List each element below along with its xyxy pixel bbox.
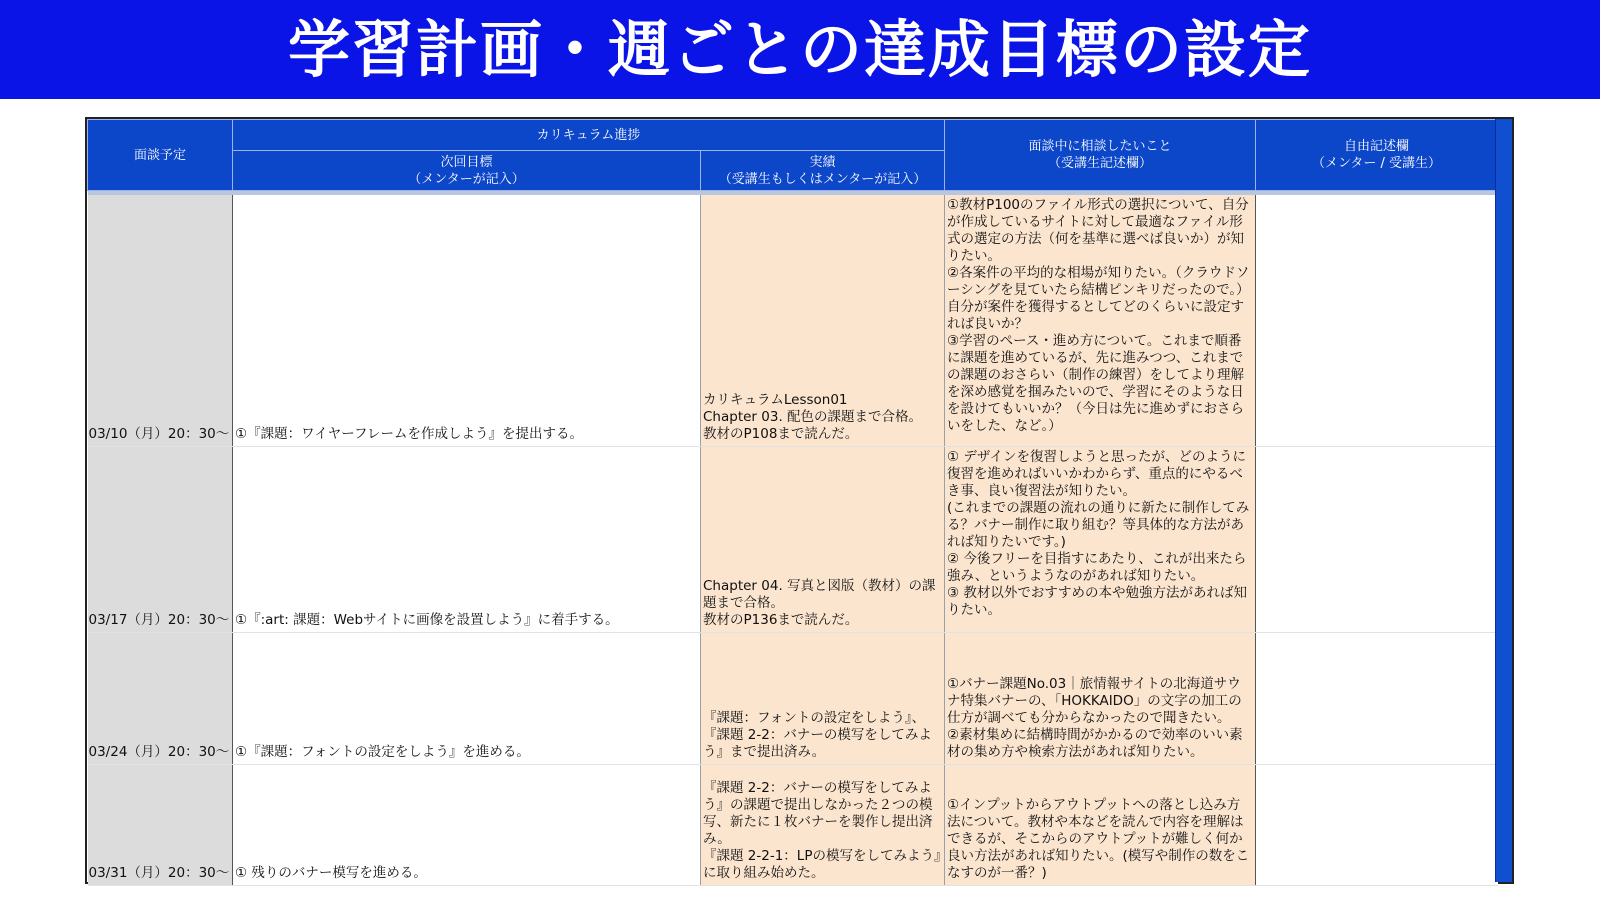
- page-title: 学習計画・週ごとの達成目標の設定: [287, 12, 1312, 86]
- header-curriculum: カリキュラム進捗: [233, 120, 945, 151]
- sheet-scrollbar[interactable]: [1495, 119, 1512, 882]
- header-interview: 面談予定: [88, 120, 233, 191]
- plan-sheet: [85, 117, 1514, 884]
- row-free[interactable]: [1256, 764, 1498, 885]
- table-row: [88, 764, 1498, 885]
- row-consult[interactable]: ① デザインを復習しようと思ったが、どのように復習を進めればいいかわからず、重点的にやるべき事、良い復習法が知りたい。 (これまでの課題の流れの通りに新たに制作してみる？バナー制作に取り組む？等具体的な方法があれば知りたいです。) ② 今後フリーを目指すにあたり、これが出来たら強み、というようなのがあれば知りたい。 ③ 教材以外でおすすめの本や勉強方法があれば知りたい。: [945, 446, 1256, 632]
- row-free[interactable]: [1256, 632, 1498, 764]
- row-consult[interactable]: ①バナー課題No.03｜旅情報サイトの北海道サウナ特集バナーの、「HOKKAIDO」の文字の加工の仕方が調べても分からなかったので聞きたい。 ②素材集めに結構時間がかかるので効率のいい素材の集め方や検索方法があれば知りたい。: [945, 632, 1256, 764]
- row-goal[interactable]: ① 残りのバナー模写を進める。: [233, 764, 701, 885]
- row-goal[interactable]: ①『課題：フォントの設定をしよう』を進める。: [233, 632, 701, 764]
- table-row: [88, 632, 1498, 764]
- title-banner: [0, 0, 1600, 99]
- row-free[interactable]: [1256, 195, 1498, 446]
- row-date: 03/24（月）20：30〜: [88, 632, 233, 764]
- row-goal[interactable]: ①『課題：ワイヤーフレームを作成しよう』を提出する。: [233, 195, 701, 446]
- header-consult: 面談中に相談したいこと （受講生記述欄）: [945, 120, 1256, 191]
- table-row: [88, 446, 1498, 632]
- header-free: 自由記述欄 （メンター / 受講生）: [1256, 120, 1498, 191]
- row-result[interactable]: カリキュラムLesson01 Chapter 03. 配色の課題まで合格。 教材のP108まで読んだ。: [701, 195, 945, 446]
- row-result[interactable]: 『課題：フォントの設定をしよう』、『課題 2-2：バナーの模写をしてみよう』まで提出済み。: [701, 632, 945, 764]
- row-date: 03/17（月）20：30〜: [88, 446, 233, 632]
- row-consult[interactable]: ①インプットからアウトプットへの落とし込み方法について。教材や本などを読んで内容を理解はできるが、そこからのアウトプットが難しく何か良い方法があれば知りたい。(模写や制作の数をこなすのが一番？): [945, 764, 1256, 885]
- row-consult[interactable]: ①教材P100のファイル形式の選択について、自分が作成しているサイトに対して最適なファイル形式の選定の方法（何を基準に選べば良いか）が知りたい。 ②各案件の平均的な相場が知りたい。（クラウドソーシングを見ていたら結構ピンキリだったので。）自分が案件を獲得するとしてどのくらいに設定すれば良いか？ ③学習のペース・進め方について。これまで順番に課題を進めているが、先に進みつつ、これまでの課題のおさらい（制作の練習）をしてより理解を深め感覚を掴みたいので、学習にそのような日を設けてもいいか？（今日は先に進めずにおさらいをした、など。）: [945, 195, 1256, 446]
- row-date: 03/10（月）20：30〜: [88, 195, 233, 446]
- row-result[interactable]: 『課題 2-2：バナーの模写をしてみよう』の課題で提出しなかった２つの模写、新たに１枚バナーを製作し提出済み。 『課題 2-2-1：LPの模写をしてみよう』に取り組み始めた。: [701, 764, 945, 885]
- plan-table: [87, 119, 1498, 886]
- row-free[interactable]: [1256, 446, 1498, 632]
- row-goal[interactable]: ①『:art: 課題：Webサイトに画像を設置しよう』に着手する。: [233, 446, 701, 632]
- row-date: 03/31（月）20：30〜: [88, 764, 233, 885]
- table-row: [88, 195, 1498, 446]
- row-result[interactable]: Chapter 04. 写真と図版（教材）の課題まで合格。 教材のP136まで読んだ。: [701, 446, 945, 632]
- header-next-goal: 次回目標 （メンターが記入）: [233, 151, 701, 191]
- header-result: 実績 （受講生もしくはメンターが記入）: [701, 151, 945, 191]
